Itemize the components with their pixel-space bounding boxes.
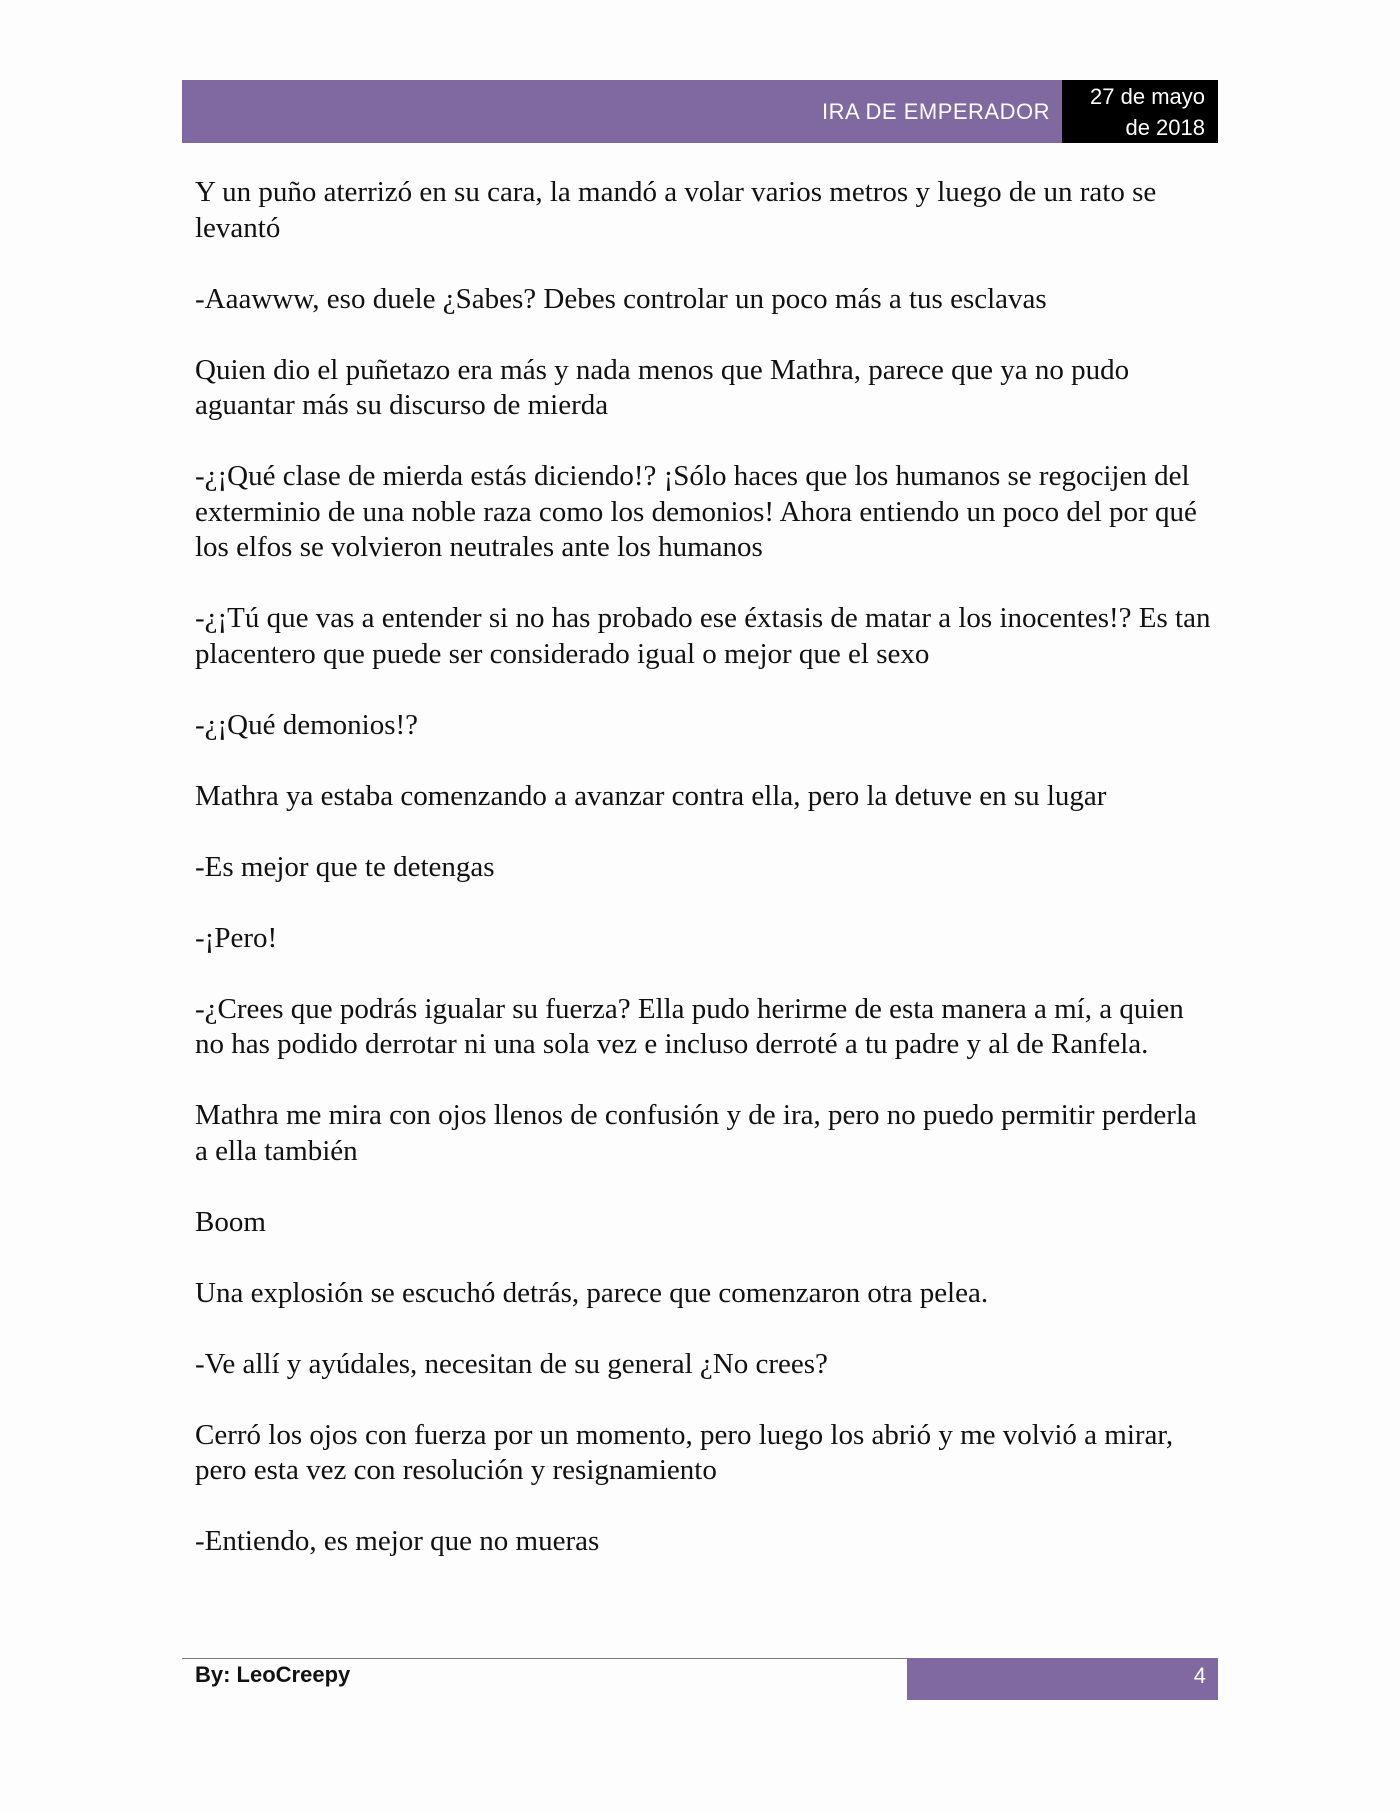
- paragraph: -¿Crees que podrás igualar su fuerza? Ella pudo herirme de esta manera a mí, a quien no has podido derrotar ni una sola vez e incluso derroté a tu padre y al de Ranfela.: [195, 992, 1184, 1060]
- header-date-box: [1062, 80, 1218, 143]
- date-line-2: de 2018: [1125, 115, 1205, 140]
- footer-divider: [182, 1658, 907, 1659]
- paragraph: Mathra me mira con ojos llenos de confusión y de ira, pero no puedo permitir perderla a ella también: [195, 1099, 1197, 1167]
- paragraph: -¿¡Qué clase de mierda estás diciendo!? ¡Sólo haces que los humanos se regocijen del exterminio de una noble raza como los demonios! Ahora entiendo un poco del por qué los elfos se volvieron neutrales ante los humanos: [195, 460, 1197, 563]
- date-line-1: 27 de mayo: [1090, 84, 1205, 109]
- paragraph: Quien dio el puñetazo era más y nada menos que Mathra, parece que ya no pudo aguantar más su discurso de mierda: [195, 353, 1130, 421]
- paragraph: -¿¡Qué demonios!?: [195, 708, 419, 741]
- paragraph: -¡Pero!: [195, 921, 278, 954]
- paragraph: Y un puño aterrizó en su cara, la mandó a volar varios metros y luego de un rato se levantó: [195, 176, 1157, 244]
- paragraph: -Es mejor que te detengas: [195, 850, 495, 883]
- paragraph: Boom: [195, 1205, 266, 1238]
- page-header: [182, 80, 1218, 143]
- paragraph: -Entiendo, es mejor que no mueras: [195, 1525, 600, 1557]
- document-title: IRA DE EMPERADOR: [821, 99, 1050, 124]
- paragraph: -Ve allí y ayúdales, necesitan de su general ¿No crees?: [195, 1347, 828, 1380]
- page-body: [195, 175, 1215, 1595]
- paragraph: Cerró los ojos con fuerza por un momento, pero luego los abrió y me volvió a mirar, pero esta vez con resolución y resignamiento: [195, 1418, 1174, 1486]
- footer-author: By: LeoCreepy: [195, 1662, 351, 1687]
- paragraph: Mathra ya estaba comenzando a avanzar contra ella, pero la detuve en su lugar: [195, 779, 1107, 812]
- paragraph: Una explosión se escuchó detrás, parece que comenzaron otra pelea.: [195, 1276, 989, 1309]
- page-number: 4: [1193, 1663, 1206, 1688]
- header-band: [182, 80, 1062, 143]
- footer-band: [907, 1658, 1218, 1700]
- paragraph: -Aaawww, eso duele ¿Sabes? Debes controlar un poco más a tus esclavas: [195, 282, 1047, 315]
- paragraph: -¿¡Tú que vas a entender si no has probado ese éxtasis de matar a los inocentes!? Es tan placentero que puede ser considerado igual o mejor que el sexo: [195, 602, 1211, 670]
